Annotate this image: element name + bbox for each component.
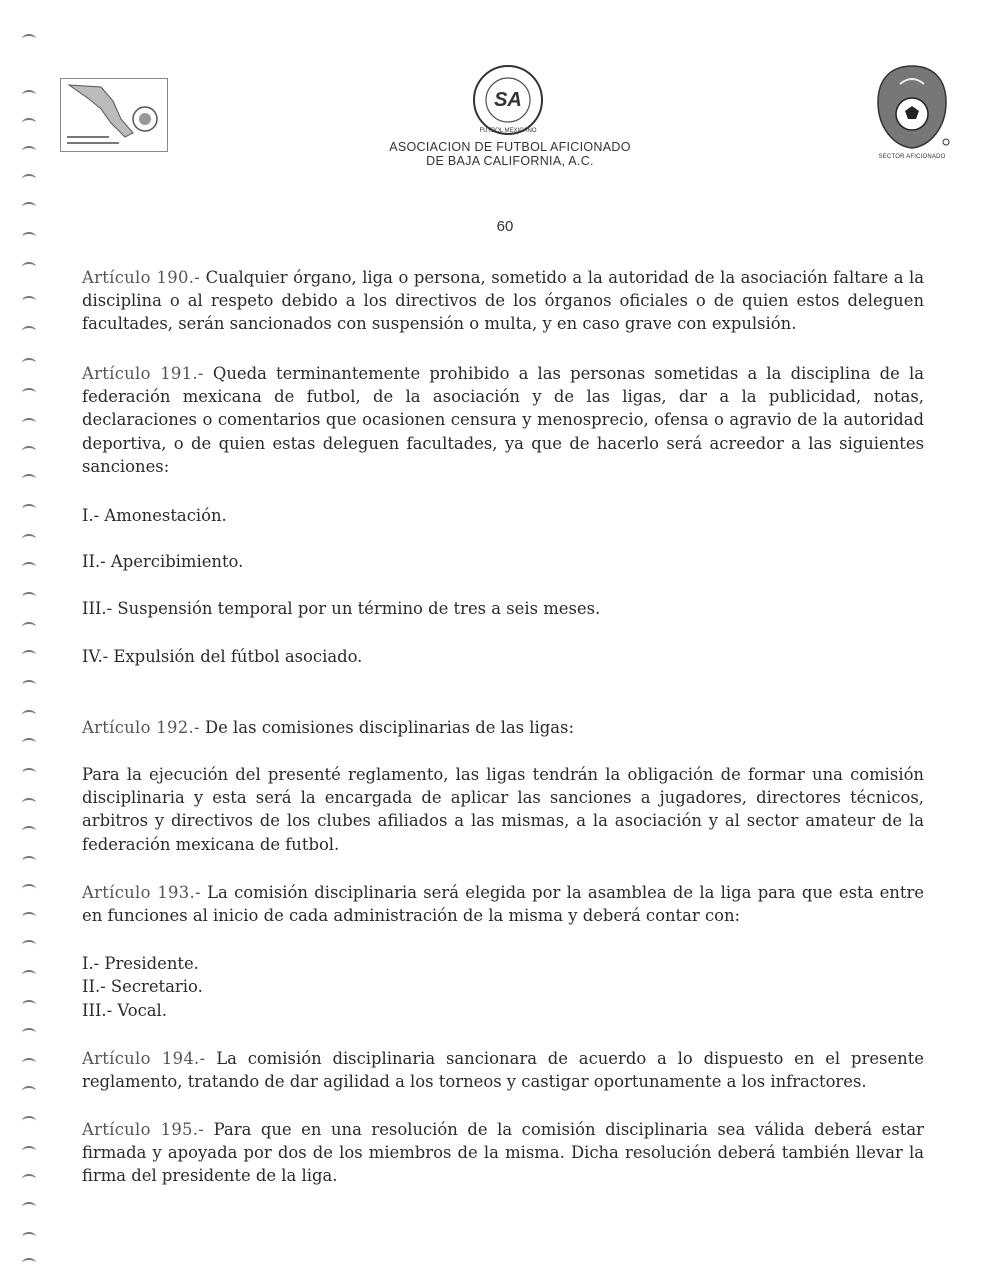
- article-192-paragraph: Para la ejecución del presenté reglamento, las ligas tendrán la obligación de formar una comisión disciplinaria y esta será la encargada de aplicar las sanciones a jugadores, directores técnicos, arbitros y directivos de los clubes afiliados a las mismas, a la asociación y al sector amateur de la federación mexicana de futbol.: [82, 765, 924, 854]
- article-192: [82, 716, 924, 739]
- commission-members-list: [82, 952, 203, 1022]
- article-text: La comisión disciplinaria será elegida por la asamblea de la liga para que esta entre en funciones al inicio de cada administración de la misma y deberá contar con:: [82, 883, 924, 926]
- page-number: 60: [496, 218, 514, 235]
- org-line-1: ASOCIACION DE FUTBOL AFICIONADO: [389, 140, 631, 154]
- sanction-item: I.- Amonestación.: [82, 506, 227, 525]
- center-logo-text: FUTBOL MEXICANO: [479, 128, 537, 134]
- binding-rings: [0, 0, 60, 1280]
- article-label: Artículo 191.-: [82, 364, 204, 383]
- article-text: Para que en una resolución de la comisión disciplinaria sea válida deberá estar firmada y apoyada por dos de los miembros de la misma. Dicha resolución deberá también llevar la firma del presidente de la liga.: [82, 1120, 924, 1186]
- futbol-mexicano-emblem: [470, 62, 546, 138]
- sanction-item: II.- Apercibimiento.: [82, 552, 244, 571]
- federation-crest: [870, 62, 954, 162]
- article-label: Artículo 190.-: [82, 268, 201, 287]
- crest-caption: SECTOR AFICIONADO: [878, 154, 946, 160]
- article-text: De las comisiones disciplinarias de las ligas:: [199, 718, 574, 737]
- article-label: Artículo 193.-: [82, 883, 201, 902]
- article-194: [82, 1047, 924, 1093]
- article-text: La comisión disciplinaria sancionara de acuerdo a lo dispuesto en el presente reglamento, tratando de dar agilidad a los torneos y castigar oportunamente a los infractores.: [82, 1049, 924, 1092]
- article-label: Artículo 192.-: [82, 718, 200, 737]
- org-line-2: DE BAJA CALIFORNIA, A.C.: [426, 154, 594, 168]
- article-label: Artículo 194.-: [82, 1049, 206, 1068]
- article-190: [82, 266, 924, 336]
- article-191: [82, 362, 924, 478]
- organization-name: [340, 140, 680, 168]
- baja-california-map-logo: [60, 78, 168, 152]
- article-195: [82, 1118, 924, 1188]
- member-item: II.- Secretario.: [82, 977, 203, 997]
- sanction-item: III.- Suspensión temporal por un término de tres a seis meses.: [82, 599, 601, 618]
- article-text: Cualquier órgano, liga o persona, sometido a la autoridad de la asociación faltare a la disciplina o al respeto debido a los directivos de los órganos oficiales o de quien estos deleguen facultades, serán sancionados con suspensión o multa, y en caso grave con expulsión.: [82, 268, 925, 334]
- article-193: [82, 881, 924, 927]
- member-item: I.- Presidente.: [82, 954, 199, 973]
- article-text: Queda terminantemente prohibido a las personas sometidas a la disciplina de la federación mexicana de futbol, de la asociación y de las ligas, dar a la publicidad, notas, declaraciones o comentarios que ocasionen censura y menosprecio, ofensa o agravio de la autoridad deportiva, o de quien estas deleguen facultades, ya que de hacerlo será acreedor a las siguientes sanciones:: [82, 364, 924, 476]
- svg-text:SA: SA: [494, 89, 522, 111]
- member-item: III.- Vocal.: [82, 1000, 167, 1020]
- sanction-item: IV.- Expulsión del fútbol asociado.: [82, 647, 363, 666]
- article-label: Artículo 195.-: [82, 1120, 205, 1139]
